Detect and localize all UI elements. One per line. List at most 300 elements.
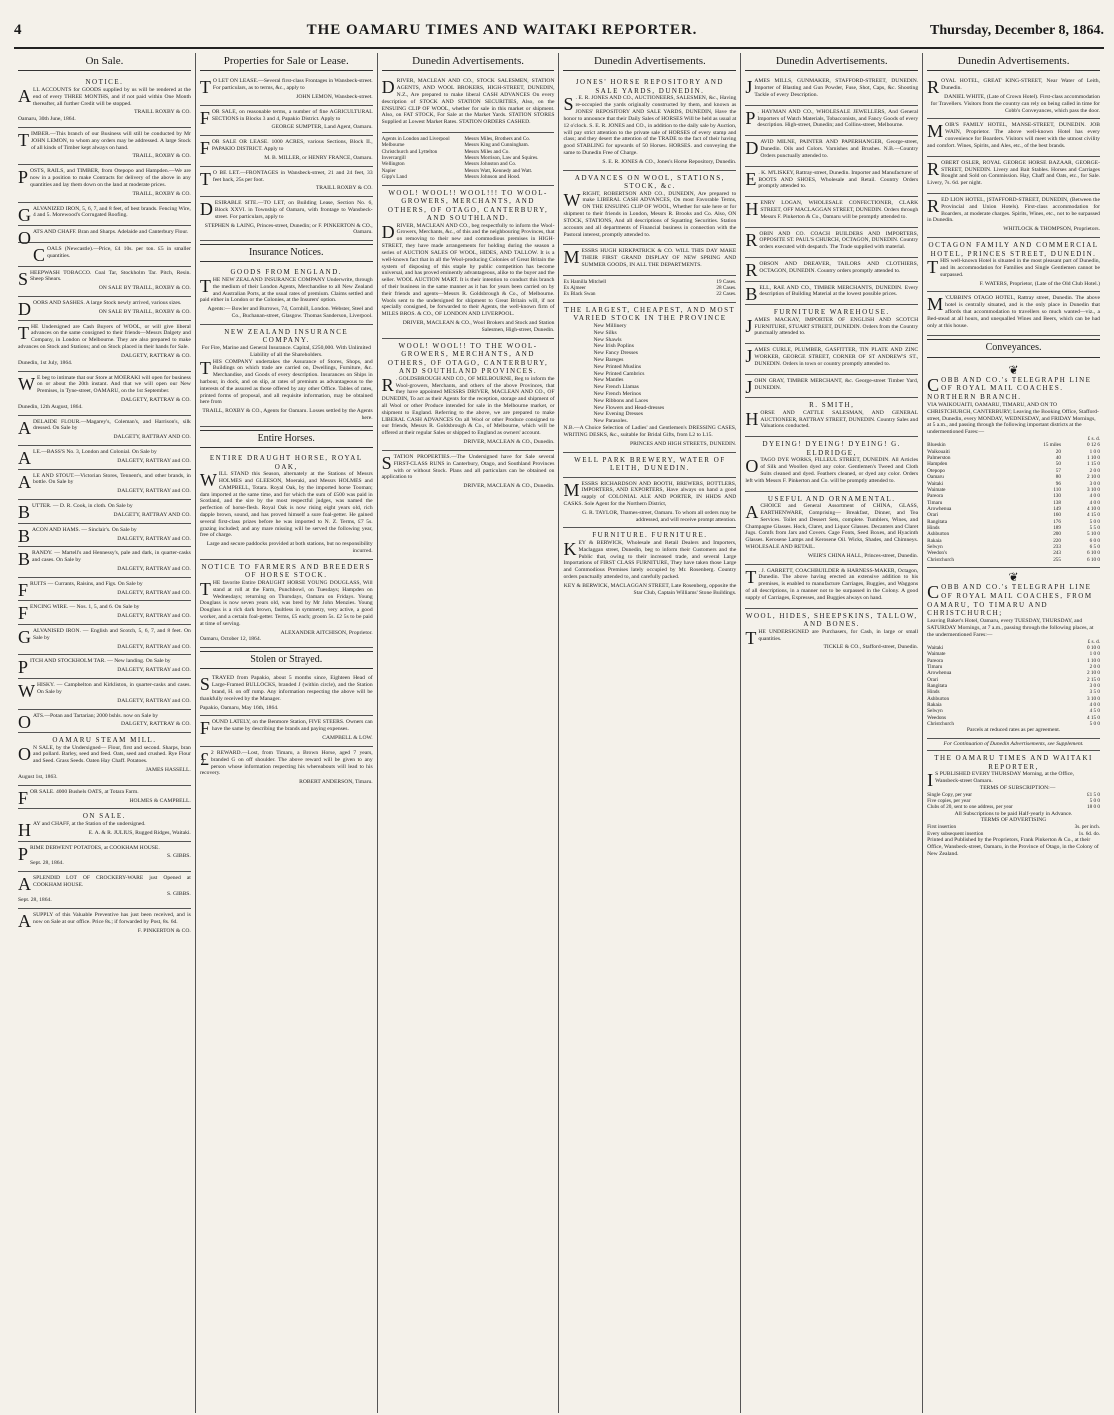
advertisement	[18, 601, 191, 625]
advertisement	[18, 786, 191, 810]
ad-text	[200, 471, 373, 539]
ad-body	[18, 131, 191, 151]
newspaper-title: THE OAMARU TIMES AND WAITAKI REPORTER.	[306, 22, 698, 38]
ad-body-text: OR SALE. 4000 Bushels OATS, at Totara Farm.	[30, 788, 139, 795]
ad-signature: DALGETY, RATTRAY and CO.	[117, 535, 191, 542]
ad-text	[200, 359, 373, 407]
fare-cell: 6 5 0	[1089, 543, 1100, 550]
ad-body-text: TATION PROPERTIES.—The Undersigned have for Sale several FIRST-CLASS RUNS in Canterbury, Otago, and Southland Provinces with or without Stock. Plans and all particulars can be obtained on application to	[381, 453, 555, 481]
fare-cell: 149	[1053, 505, 1061, 512]
ad-body-text: ED LION HOTEL, [STAFFORD-STREET, DUNEDIN, (Between the Provincial and Union Hotels). First-class accommodation for Boarders, at moderate charges. Spirits, Wines, etc., not to be surpassed in Dunedin.	[927, 196, 1100, 224]
advertisement	[18, 733, 191, 786]
fare-cell: Waitaki	[927, 645, 944, 651]
ad-body	[563, 425, 736, 439]
advertisement	[18, 75, 191, 128]
drop-cap: T	[199, 275, 211, 296]
ad-body-text: OORS AND SASHES. A large Stock newly arrived, various sizes.	[33, 300, 182, 306]
fare-cell: Christchurch	[927, 721, 954, 728]
ad-body-text: N.B.—A Choice Selection of Ladies' and Gentlemen's DRESSING CASES, WRITING DESKS, &c., suitable for Bridal Gifts, from L2 to L15.	[563, 425, 737, 438]
drop-cap: F	[18, 603, 29, 624]
drop-cap: F	[18, 787, 29, 808]
ad-body	[382, 454, 555, 481]
ad-signature: DALGETY, RATTRAY and CO.	[117, 457, 191, 464]
ad-body	[927, 160, 1100, 187]
table-cell: Agents in London and Liverpool	[381, 136, 450, 143]
ad-body-text: OALS (Newcastle).—Price, £4 10s. per ton. £5 in smaller quantities.	[47, 245, 191, 259]
continuation-note: For Continuation of Dunedin Advertisements, see Supplement.	[927, 739, 1100, 751]
ad-text	[563, 95, 736, 156]
fare-cell: 6 10 0	[1087, 556, 1100, 563]
ad-body-text: ORSE AND CATTLE SALESMAN, AND GENERAL AUCTIONEER, RATTRAY STREET, DUNEDIN. Country Sales and Valuations conducted.	[760, 409, 919, 430]
ad-body-text: TRAYED from Papakio, about 5 months since, Eighteen Head of Large-Framed BULLOCKS, branded J (within circle), and the Station brand, H. on off rump. Any information respecting the above will be thankfully received by the Manager.	[199, 675, 373, 702]
ad-body-text: OR SALE, on reasonable terms, a number of fine AGRICULTURAL SECTIONS in Blocks 3 and 4, Papakio District. Apply to	[211, 108, 373, 122]
drop-cap: O	[18, 743, 31, 764]
ad-signature: DRIVER, MACLEAN & CO., Wool Brokers and Stock and Station Salesmen, High-street, Dunedin.	[402, 320, 555, 333]
advertisement	[745, 375, 918, 399]
ad-body-text: . E. R. JONES AND CO., AUCTIONEERS, SALESMEN, &c., Having re-occupied the yards originally constructed by them, and known as JONES' REPOSITORY AND SALE YARDS, DUNEDIN, Have the honor to announce that their Daily Sales of HORSES Will be held as usual at 12 o'clock. S. E. R. JONES and CO., in addition to the daily sale by Auction, will pay strict attention to the private sale of HORSES of every stamp and class; and they desert the attention of the TRADE to the fact of their having good STABLING for upwards of 50 Horses. HORSES. and conveying the same to Dunedin Free of Charge.	[563, 95, 737, 156]
fare-cell: 176	[1053, 518, 1061, 525]
ad-heading: NEW ZEALAND INSURANCE COMPANY.	[224, 327, 349, 345]
fare-cell: 243	[1053, 550, 1061, 557]
ad-heading: WELL PARK BREWERY, WATER OF LEITH, DUNEDIN.	[574, 455, 726, 473]
table-cell: Gipp's Land	[381, 174, 407, 181]
ad-body-text: ATS AND CHAFF. Bran and Sharps. Adelaide and Canterbury Flour.	[33, 229, 189, 236]
ad-date: Dunedin, 1st July, 1864.	[18, 359, 73, 366]
drop-cap: W	[199, 470, 217, 491]
advertisement	[200, 75, 373, 105]
fare-cell: Pareora	[927, 657, 943, 664]
ad-body-text: HISKY. — Campbelton and Kirkliston, in quarter-casks and cases. On Sale by	[37, 682, 191, 695]
fare-cell: 2 10 0	[1087, 670, 1100, 677]
section-header: Insurance Notices.	[200, 244, 373, 262]
table-cell: 19 Cases.	[716, 278, 737, 285]
fare-cell: 130	[1053, 493, 1061, 500]
ad-heading: R. SMITH,	[809, 401, 855, 410]
fare-cell: 80	[1055, 474, 1061, 481]
drop-cap: J	[745, 376, 753, 397]
ad-signature: TRAILL ROXBY & CO.	[134, 109, 191, 116]
goods-item: New Flowers and Head-dresses	[593, 404, 665, 411]
drop-cap: A	[18, 448, 31, 468]
ad-body-text: RUITS — Currants, Raisins, and Figs. On Sale by	[30, 580, 143, 587]
table-cell: Messrs Johnson and Hood.	[464, 174, 521, 181]
ad-body	[382, 78, 555, 126]
advertisement	[18, 446, 191, 470]
ad-body-text: ALVANIZED IRON, 5, 6, 7, and 8 feet, of best brands. Fencing Wire, 4 and 5. Morewood's Corrugated Roofing.	[33, 205, 191, 219]
agents-table	[382, 136, 555, 180]
goods-item: New Millinery	[593, 322, 627, 329]
ad-text	[18, 87, 191, 107]
drop-cap: T	[745, 566, 757, 587]
advertisement	[927, 75, 1100, 119]
ad-body	[200, 675, 373, 702]
drop-cap: A	[18, 873, 31, 894]
column-5	[741, 53, 923, 1413]
advertisement	[745, 167, 918, 197]
ad-heading: GOODS FROM ENGLAND.	[230, 268, 343, 277]
fares-header: £ s. d.	[1087, 436, 1100, 443]
fare-cell: Orari	[927, 676, 939, 683]
advertisement	[18, 243, 191, 267]
ad-body-text: TAGO DYE WORKS, FILLEUL STREET, DUNEDIN. All Articles of Silk and Woollen dyed any color. Gentlemen's Tweed and Cloth Suits cleaned and dyed. Feathers cleaned, or dyed any color. Orders left with Messrs F. Pinkerton and Co. will be promptly attended to.	[745, 457, 919, 484]
ad-date: Dunedin, 12th August, 1864.	[18, 403, 83, 410]
ad-signature: F. PINKERTON & CO.	[137, 927, 191, 934]
ad-body	[18, 324, 191, 351]
imprint	[927, 751, 1100, 861]
ad-body	[927, 258, 1100, 278]
drop-cap: K	[563, 538, 577, 559]
fare-cell: 40	[1055, 455, 1061, 462]
table-cell: Wellington	[381, 161, 405, 168]
advertisement	[563, 276, 736, 303]
ad-text	[18, 228, 191, 249]
drop-cap: C	[927, 581, 940, 602]
ad-signature: TICKLE & CO., Stafford-street, Dunedin.	[823, 644, 919, 651]
drop-cap: A	[18, 417, 31, 438]
ad-body-text: OYAL HOTEL, GREAT KING-STREET, Near Water of Leith, Dunedin.	[941, 78, 1100, 92]
advertisement	[745, 305, 918, 344]
fares-header: £ s. d.	[1087, 638, 1100, 645]
ad-date: Sept. 28, 1864.	[18, 897, 52, 904]
column-4	[559, 53, 741, 1413]
drop-cap: T	[927, 257, 939, 278]
coach-advertisement	[927, 361, 1100, 568]
fare-cell: 3 0 0	[1089, 480, 1100, 487]
ad-body-text: ENCING WIRE. — Nos. 1, 5, and 6. On Sale by	[30, 604, 140, 611]
agents-table	[563, 279, 736, 298]
advertisement	[18, 297, 191, 321]
drop-cap: S	[381, 452, 392, 473]
fare-cell: 220	[1053, 537, 1061, 544]
advertisement	[745, 492, 918, 565]
ad-text	[745, 317, 918, 337]
advertisement	[563, 245, 736, 275]
ad-signature: DALGETY, RATTRAY & CO.	[120, 352, 191, 359]
ad-signature: WHITLOCK & THOMPSON, Proprietors.	[1003, 226, 1100, 233]
drop-cap: D	[381, 221, 395, 242]
advertisement	[745, 228, 918, 258]
drop-cap: C	[33, 244, 46, 265]
ad-text	[745, 568, 918, 602]
fares-table	[927, 639, 1100, 728]
ad-heading: NOTICE TO FARMERS AND BREEDERS OF HORSE STOCK.	[201, 562, 371, 580]
ad-text	[18, 168, 191, 188]
fare-cell: Weedon's	[927, 550, 947, 557]
advertisement	[927, 157, 1100, 194]
advertisement	[18, 321, 191, 372]
advertisement	[200, 265, 373, 324]
column-6	[923, 53, 1104, 1413]
ad-body-text: . J. GARRETT, COACHBUILDER & HARNESS-MAKER, Octagon, Dunedin. The above having erected an extensive addition to his premises, is enabled to manufacture Carriages, Buggies, and Waggons of all descriptions, in a manner not to be surpassed in the Colony. A good supply of Carriages, Expresses, and Buggies always on hand.	[745, 567, 919, 601]
ad-body	[18, 375, 191, 395]
fare-cell: Blueskin	[927, 442, 946, 449]
ad-body	[18, 168, 191, 188]
goods-item: New Printed Muslins	[593, 363, 642, 370]
drop-cap: W	[18, 681, 35, 702]
fare-cell: 6 10 0	[1087, 550, 1100, 557]
ad-body-text: . K. M'LISKEY, Rattray-street, Dunedin. Importer and Manufacturer of BOOTS AND SHOES, Wholesale and Retail. Country Orders promptly attended to.	[758, 169, 919, 190]
ad-body-text: HEEPWASH TOBACCO. Coal Tar, Stockholm Tar. Pitch, Resin. Sheep Shears.	[30, 269, 191, 283]
goods-item: New Parasoles.	[593, 418, 628, 425]
ad-text	[563, 191, 736, 239]
advertisement	[18, 470, 191, 500]
drop-cap: P	[18, 843, 29, 864]
drop-cap: F	[199, 718, 210, 739]
ad-body-text: ENRY LOGAN, WHOLESALE CONFECTIONER, CLARK STREET, OFF MACLAGGAN STREET, DUNEDIN. Orders through Messrs F. Pinkerton & Co., Oamaru will be promptly attended to.	[760, 200, 919, 220]
ad-signature: DALGETY, RATTRAY and CO.	[117, 565, 191, 572]
ad-body-text: ALVANISED IRON. — English and Scotch, 5, 6, 7, and 8 feet. On Sale by	[33, 628, 191, 641]
advertisement	[563, 453, 736, 478]
advertisement	[745, 344, 918, 374]
ad-text	[200, 200, 373, 220]
ad-text	[927, 160, 1100, 187]
table-row	[563, 291, 736, 297]
ad-signature: JOHN LEMON, Wansbeck-street.	[296, 94, 373, 101]
ad-text	[745, 283, 919, 304]
ad-body	[745, 376, 919, 397]
fare-cell: Timaru	[927, 499, 943, 506]
drop-cap: T	[18, 322, 29, 343]
goods-item: New Printed Cambrics	[593, 370, 645, 377]
ad-body	[927, 295, 1100, 329]
ad-body-text: AMES MACKAY, IMPORTER OF ENGLISH AND SCOTCH FURNITURE, STUART STREET, DUNEDIN. Orders from the Country punctually attended to.	[754, 316, 919, 337]
advertisement	[18, 500, 191, 524]
ad-body-text: ILL STAND this Season, alternately at the Stations of Messrs HOLMES and GLEESON, Moeraki, and Messrs HOLMES and CAMPBELL, Totara. Royal Oak, by the imported horse Tooman; dam imported at the same time, and for which the sum of £500 was paid in Scotland, and the sire by the most respectful judges, was named the perfection of horse-flesh. Royal Oak is now rising eight years old, rich dapple brown, sound, and has proved himself a sure foal-getter. He gained several first-class prizes before he was imported to N. Z. Terms, £7 5s. grazing included; and any mare missing will be served the following year, free of charge.	[199, 471, 373, 539]
drop-cap: H	[18, 819, 31, 840]
ad-text	[200, 750, 373, 777]
advertisement	[927, 119, 1100, 156]
fare-cell: Pareora	[927, 493, 943, 500]
ad-body-text: IMBER.—This branch of our Business will still be conducted by Mr JOHN LEMON, to whom any orders may be addressed. A large Stock of all kinds of Timber kept always on hand.	[31, 131, 191, 151]
drop-cap: R	[381, 374, 394, 395]
ad-text	[745, 260, 919, 281]
ad-body	[745, 109, 918, 129]
ad-body-text: HE UNDERSIGNED are Purchasers, for Cash, in large or small quantities.	[758, 628, 919, 642]
ad-heading: OAMARU STEAM MILL.	[52, 736, 157, 745]
ad-heading: NOTICE.	[85, 78, 124, 87]
drop-cap: R	[745, 229, 758, 250]
fare-cell: Rangitata	[927, 683, 948, 690]
ad-signature: DALGETY, RATTRAY and CO.	[117, 697, 191, 704]
ad-body	[18, 228, 191, 249]
section-header: Entire Horses.	[200, 430, 373, 448]
ad-body-text: OSTS, RAILS, and TIMBER, from Otepopo and Hampden.—We are now in a position to make Contracts for delivery of the above in any quantities and lay them down on the land at moderate prices.	[30, 168, 191, 188]
ad-body-text: LE.—BASS'S No. 3, London and Colonial. On Sale by	[33, 449, 157, 455]
fare-cell: 2 0 0	[1089, 664, 1100, 671]
drop-cap: S	[18, 268, 29, 289]
ad-text	[927, 258, 1100, 278]
advertisement	[382, 451, 555, 494]
columns-container	[14, 53, 1104, 1413]
ad-text	[745, 503, 918, 551]
fares-note: Parcels at reduced rates as per agreement.	[966, 727, 1061, 734]
advertisement	[745, 258, 918, 282]
advertisement	[927, 238, 1100, 292]
ad-body-text: SUPPLY of this Valuable Preventive has just been received, and is now on Sale at our office. Price 8s.; if forwarded by Post, 8s. 6d.	[33, 912, 191, 925]
fare-cell: 2 10 0	[1087, 474, 1100, 481]
drop-cap: J	[745, 77, 753, 98]
drop-cap: P	[745, 107, 756, 128]
ad-body	[200, 200, 373, 220]
drop-cap: R	[745, 260, 758, 281]
drop-cap: B	[18, 502, 31, 523]
fare-cell: 5 0 0	[1089, 518, 1100, 525]
ad-body-text: CHOICE and General Assortment of CHINA, GLASS, EARTHENWARE, Comprising— Breakfast, Dinner, and Tea Services. Toilet and Dessert Sets, complete. Tumblers, Wines, and Champagne Glasses. Hock, Claret, and Liquor Glasses. Decanters and Claret Jugs. Comfs from Jars and Covers. Cage Fonts, Seed Boxes, and Hyacinth Glasses. Kerosene Lamps and Kerosene Oil. Wicks, Shades, and Chimneys. WHOLESALE AND RETAIL.	[745, 503, 919, 550]
ad-text	[745, 376, 919, 397]
ad-signature: STEPHEN & LAING, Princes-street, Dunedin; or F. PINKERTON & CO., Oamaru.	[204, 222, 373, 236]
ad-body-text: O LET ON LEASE.—Several first-class Frontages in Wansbeck-street. For particulars, as to terms, &c., apply to	[212, 78, 373, 92]
ad-body-text: ESIRABLE SITE.—TO LET, on Building Lease, Section No. 6, Block XXVI. in Township of Oamaru, with frontage to Wansbeck-street. For particulars, apply to	[214, 200, 373, 220]
table-cell: Ex Ajmeer	[563, 285, 586, 292]
advertisement	[18, 578, 191, 602]
drop-cap: W	[18, 373, 35, 394]
ad-body-text: UTTER. — D. R. Cook, in cloth. On Sale by	[32, 503, 133, 510]
drop-cap: T	[199, 578, 211, 599]
table-cell: Messrs King and Cunningham.	[464, 142, 529, 149]
ad-body-text: OHN GRAY, TIMBER MERCHANT, &c. George-street Timber Yard, DUNEDIN.	[754, 377, 919, 391]
fare-cell: 4 0 0	[1089, 493, 1100, 500]
ad-heading: JONES' HORSE REPOSITORY AND SALE YARDS, DUNEDIN.	[575, 78, 724, 95]
ad-body-text: . GOLDSBROUGH AND CO., OF MELBOURNE, Beg to inform the Wool-growers, Merchants, and others of the above Provinces, that they have appointed MESSRS DRIVER, MACLEAN AND CO., OF DUNEDIN, To act as their Agents for the reception, storage and shipment of all Wool or other Produce intended for sale in the Melbourne market, or shipment to England. Referring to the above, we are prepared to make LIBERAL CASH ADVANCES On all Wool or other Produce consigned to our friends, Messrs R. Goldsbrough & Co., of Melbourne, which will be offered at their regular Sales or shipped to England as owners' account.	[381, 375, 555, 437]
ad-text	[18, 244, 191, 265]
column-header: Dunedin Advertisements.	[745, 53, 918, 71]
fare-cell: 5 0 0	[1089, 721, 1100, 728]
ad-body	[745, 503, 918, 551]
fare-cell: Selwyn	[927, 708, 943, 715]
ad-text	[563, 425, 736, 439]
ad-body-text: VIA WAIKOUAITI, OAMARU, TIMARU, AND ON TO CHRISTCHURCH, CANTERBURY; Leaving the Booking Office, Stafford-street, Dunedin, every MONDAY, WEDNESDAY, and FRIDAY Mornings, at 5 a.m., and passing through the following important districts at the undermentioned Fares:—	[927, 402, 1099, 436]
fares-table	[927, 436, 1100, 563]
ad-signature: DALGETY, RATTRAY & CO.	[120, 396, 191, 403]
advertisement	[18, 165, 191, 202]
fare-cell: 2 0 0	[1089, 467, 1100, 474]
table-cell: 18 0 0	[1087, 804, 1100, 811]
ad-text	[745, 78, 918, 98]
ad-body-text: 'CUBBIN'S OTAGO HOTEL, Rattray street, Dunedin. The above hotel is centrally situated, and is the only place in Dunedin that affords that accommodation to travellers so much wanted—viz., a Bed-stead at all hours, and unequalled Wines and Beers, which can be had only at this house.	[927, 295, 1100, 329]
drop-cap: C	[927, 374, 940, 395]
ad-signature: GEORGE SUMPTER, Land Agent, Oamaru.	[271, 124, 373, 131]
ad-signature: PRINCES AND HIGH STREETS, DUNEDIN.	[630, 440, 737, 447]
table-cell: 3s. per inch.	[1074, 824, 1100, 831]
fare-cell: 4 15 0	[1087, 714, 1100, 721]
ad-text	[927, 122, 1100, 149]
fare-cell: 189	[1053, 524, 1061, 531]
fare-cell: Waimate	[927, 651, 946, 658]
drop-cap: G	[18, 627, 31, 647]
ad-body-text: RIVER, MACLEAN AND CO., STOCK SALESMEN, STATION AGENTS, AND WOOL BROKERS, HIGH-STREET, DUNEDIN, N.Z., Are prepared to make liberal CASH ADVANCES On every description of STOCK AND STATION SECURITIES, Also, on the ENSUING CLIP OF WOOL, whether for sale in this market or shipment. Also, on FAT STOCK, For Sale at the Market Yards. STATION STORES Supplied at Lowest Market Rates. STATION ORDERS CASHED.	[381, 78, 555, 126]
ad-signature: S. GIBBS.	[167, 853, 191, 860]
fare-cell: 96	[1055, 480, 1061, 487]
drop-cap: £	[199, 748, 209, 769]
goods-item: New Shawls	[593, 336, 622, 343]
drop-cap: D	[381, 77, 395, 98]
ad-body-text: N SALE, by the Undersigned— Flour, first and second. Sharps, bran and pollard. Barley, seed and feed. Oats, seed and crushed. Rye Flour and Seed. Grass Seeds. Oaten Hay Chaff. Potatoes.	[33, 744, 191, 765]
drop-cap: B	[745, 283, 758, 304]
imprint-title: THE OAMARU TIMES AND WAITAKI REPORTER,	[934, 754, 1093, 771]
ad-body	[200, 359, 373, 407]
drop-cap: M	[563, 247, 580, 268]
section-header: Conveyances.	[927, 339, 1100, 357]
table-cell: Single Copy, per year	[927, 791, 973, 798]
ad-body	[200, 277, 373, 304]
advertisement	[18, 267, 191, 297]
ad-body-text: OBIN AND CO. COACH BUILDERS AND IMPORTERS, OPPOSITE ST. PAUL'S CHURCH, OCTAGON, DUNEDIN. Country orders executed with despatch. The Trade supplied with material.	[759, 230, 919, 251]
ad-body-text: OBERT OSLER, ROYAL GEORGE HORSE BAZAAR, GEORGE-STREET, DUNEDIN. Livery and Bait Stables. Horses and Carriages Bought and Sold on Commission. Hay, Chaff and Oats, etc., for Sale. Livery, 7s. 6d. per night.	[927, 159, 1100, 187]
fare-cell: 5 5 0	[1089, 524, 1100, 531]
column-1	[14, 53, 196, 1413]
ad-body-text: ITCH AND STOCKHOLM TAR. — New landing. On Sale by	[30, 658, 171, 665]
ad-signature: Agents:— Bowler and Burrows, 74, Cornhill, London. Webster, Steel and Co., Buchanan-street, Glasgow. Thomas Sanderson, Liverpool.	[207, 306, 373, 319]
drop-cap: J	[745, 315, 753, 336]
fare-cell: Otepopo	[927, 467, 946, 474]
fare-cell: 1 10 0	[1087, 657, 1100, 664]
drop-cap: W	[563, 189, 581, 210]
drop-cap: T	[199, 168, 211, 189]
fare-cell: Rakaia	[927, 537, 942, 544]
ad-body	[745, 568, 918, 602]
ad-heading: ON SALE.	[82, 812, 126, 821]
drop-cap: T	[199, 357, 211, 378]
table-cell: 1s. 6d. do.	[1078, 830, 1100, 837]
drop-cap: T	[199, 77, 211, 98]
drop-cap: B	[18, 549, 31, 570]
drop-cap: H	[745, 408, 759, 429]
table-cell: Napier	[381, 167, 396, 174]
goods-item: New French Merinos	[593, 391, 642, 397]
drop-cap: T	[18, 130, 29, 150]
ad-signature: ROBERT ANDERSON, Timaru.	[299, 779, 373, 786]
drop-cap: R	[927, 158, 940, 179]
ad-signature: KEY & BERWICK, MACLAGGAN STREET, Late Rosenberg, opposite the Star Club, Captain Williams' Stone Buildings.	[563, 582, 737, 596]
advertisement	[382, 133, 555, 185]
ad-body	[745, 317, 918, 337]
drop-cap: M	[927, 294, 944, 315]
advertisement	[382, 339, 555, 451]
table-cell: Invercargill	[381, 155, 406, 162]
ad-heading: WOOL, HIDES, SHEEPSKINS, TALLOW, AND BONES.	[745, 611, 918, 629]
ad-signature: ON SALE BY TRAILL, ROXBY & CO.	[98, 285, 191, 292]
advertisement	[18, 524, 191, 548]
ad-body-text: HE favorite Entire DRAUGHT HORSE YOUNG DOUGLASS, Will stand at roll at the Farm, Punchbowl, on Tuesdays; Hampden on Wednesdays; returning on Thursdays, Oamaru on Fridays. Young Douglass is now seven years old, was bred by Mr John Menzies. Young Douglass is a rich dark brown, faultless in symmetry, very active, a good worker, and a certain foal-getter. Terms, £5 each; groom 5s. £2 5s to be paid at time of serving.	[199, 579, 373, 627]
drop-cap: F	[199, 107, 210, 128]
goods-item: New Fancy Dresses	[593, 350, 638, 357]
fare-cell: 15 miles	[1043, 442, 1061, 449]
fare-row	[927, 557, 1100, 563]
fare-cell: 3 0 0	[1089, 683, 1100, 690]
ad-body	[563, 481, 736, 508]
goods-item: New Bareges	[593, 356, 624, 363]
ad-date: Papakio, Oamaru, May 16th, 1864.	[199, 704, 279, 711]
ad-signature: DANIEL WHITE, (Late of Crown Hotel). First-class accommodation for Travellers. Visitors from the country can rely on being called in time for Cobb's Conveyances, which pass the door.	[930, 94, 1100, 114]
fare-cell: 4 5 0	[1089, 708, 1100, 715]
ad-signature: DALGETY, RATTRAY and CO.	[117, 589, 191, 596]
advertisement	[200, 136, 373, 166]
advertisement	[200, 167, 373, 197]
ad-body-text: DELAIDE FLOUR.—Magarey's, Coleman's, and Harrison's, silk dressed. On Sale by	[33, 418, 191, 432]
ad-body	[563, 248, 736, 268]
advertisement	[18, 203, 191, 227]
ad-heading: FURNITURE. FURNITURE.	[592, 531, 708, 540]
advertisement	[18, 226, 191, 249]
fare-cell: 20	[1055, 448, 1061, 455]
advertisement	[382, 186, 555, 339]
ad-body	[18, 244, 191, 265]
ad-text	[745, 170, 918, 190]
ad-body	[745, 347, 918, 367]
ad-signature: DRIVER, MACLEAN & CO., Dunedin.	[463, 439, 555, 446]
ad-body-text: AMES CURLE, PLUMBER, GASFITTER, TIN PLATE AND ZINC WORKER, GEORGE STREET, CORNER OF ST ANDREW'S ST., DUNEDIN. Orders in town or country promptly attended to.	[754, 347, 919, 367]
drop-cap: A	[745, 502, 759, 523]
